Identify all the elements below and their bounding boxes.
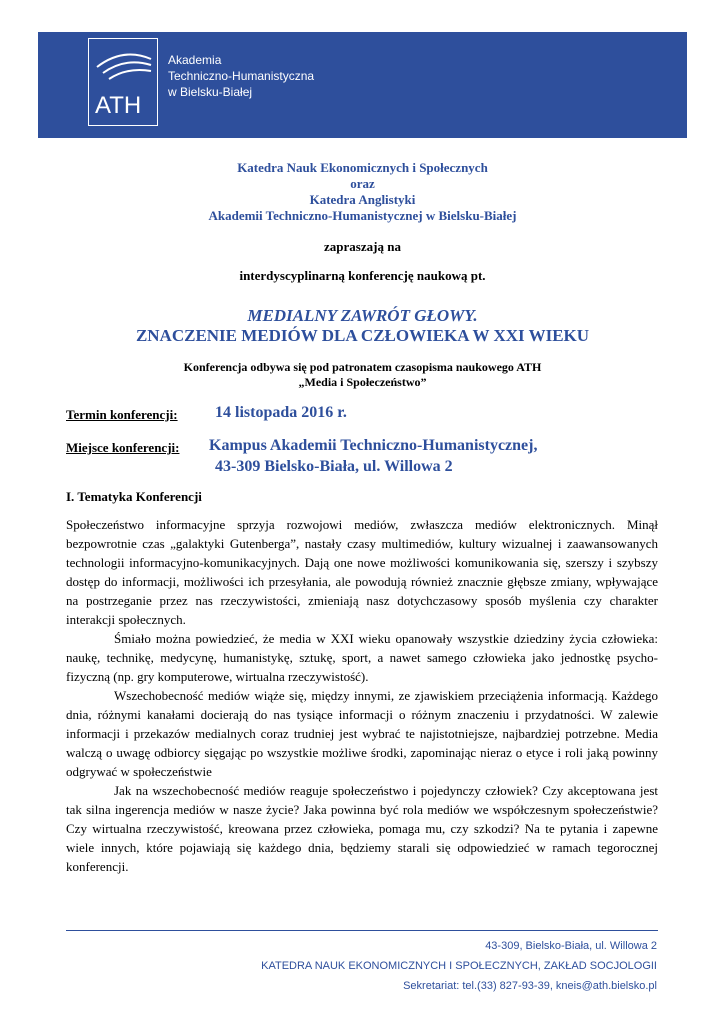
paragraph-4: Jak na wszechobecność mediów reaguje społeczeństwo i pojedynczy człowiek? Czy akceptowana jest tak silna ingerencja mediów w nasze życie? Jaka powinna być rola mediów we współczesnym społeczeństwie? Czy wirtualna rzeczywistość, kreowana przez człowieka, pomaga mu, czy szkodzi? Na te pytania i zapewne wiele innych, które pojawiają się każdego dnia, będziemy starali się odpowiedzieć w ramach tegorocznej konferencji.	[66, 783, 658, 874]
conference-title	[0, 306, 725, 346]
title-line-2: ZNACZENIE MEDIÓW DLA CZŁOWIEKA W XXI WIEKU	[135, 326, 590, 345]
logo-letters: ATH	[95, 92, 142, 119]
paragraph-3: Wszechobecność mediów wiąże się, między innymi, ze zjawiskiem przeciążenia informacją. Każdego dnia, różnymi kanałami docierają do nas tysiące informacji o różnym znaczeniu i przydatności. W zalewie informacji i przekazów medialnych coraz trudniej jest wybrać te najistotniejsze, najbardziej potrzebne. Media walczą o uwagę odbiorcy sięgając po wszystkie możliwe środki, zapominając nieraz o etyce i roli jaką powinny odgrywać w społeczeństwie	[66, 688, 658, 779]
organizer-2: Katedra Anglistyki	[309, 192, 416, 207]
organizer-conjunction: oraz	[350, 176, 375, 191]
institution-line-2: Techniczno-Humanistyczna	[168, 69, 315, 83]
invite-text: zapraszają na	[324, 239, 401, 254]
patronage-journal: „Media i Społeczeństwo”	[298, 375, 427, 389]
conference-type: interdyscyplinarną konferencję naukową pt.	[239, 268, 486, 283]
organizer-university: Akademii Techniczno-Humanistycznej w Bielsku-Białej	[208, 208, 517, 223]
place-value-2: 43-309 Bielsko-Biała, ul. Willowa 2	[215, 458, 453, 475]
paragraph-2: Śmiało można powiedzieć, że media w XXI wieku opanowały wszystkie dziedziny życia człowieka: naukę, technikę, medycynę, humanistykę, sztukę, sport, a nawet samego człowieka jako jednostkę psycho-fizyczną (np. gry komputerowe, wirtualna rzeczywistość).	[66, 631, 658, 684]
place-label: Miejsce konferencji:	[66, 440, 180, 455]
ath-logo	[88, 38, 158, 126]
institution-line-1: Akademia	[168, 53, 222, 67]
place-value-1: Kampus Akademii Techniczno-Humanistycznej,	[209, 437, 538, 454]
patronage	[0, 360, 725, 390]
institution-name	[168, 52, 314, 100]
paragraph-1: Społeczeństwo informacyjne sprzyja rozwojowi mediów, zwłaszcza mediów elektronicznych. Minął bezpowrotnie czas „galaktyki Gutenberga”, nastały czasy multimediów, kultury wizualnej i zaawansowanych technologii informacyjno-komunikacyjnych. Dają one nowe możliwości komunikowania się, szerszy i szybszy dostęp do informacji, możliwości ich przesyłania, ale powodują również znacznie głębsze zmiany, wpływające na postrzeganie przez nas rzeczywistości, zmieniają nasz dotychczasowy sposób myślenia czy charakter interakcji społecznych.	[66, 517, 658, 627]
title-line-1: MEDIALNY ZAWRÓT GŁOWY.	[247, 306, 478, 325]
footer-contact: Sekretariat: tel.(33) 827-93-39, kneis@ath.bielsko.pl	[403, 980, 657, 992]
organizers	[0, 160, 725, 224]
institution-line-3: w Bielsku-Białej	[168, 85, 253, 99]
footer-divider	[66, 930, 658, 931]
footer-department: KATEDRA NAUK EKONOMICZNYCH I SPOŁECZNYCH, ZAKŁAD SOCJOLOGII	[261, 960, 657, 972]
patronage-line-1: Konferencja odbywa się pod patronatem czasopisma naukowego ATH	[183, 360, 542, 374]
section-heading: I. Tematyka Konferencji	[66, 489, 202, 504]
roof-icon	[89, 39, 157, 125]
organizer-1: Katedra Nauk Ekonomicznych i Społecznych	[237, 160, 488, 175]
section-body	[66, 515, 658, 876]
date-value: 14 listopada 2016 r.	[215, 404, 347, 421]
header-banner	[38, 32, 687, 138]
date-label: Termin konferencji:	[66, 407, 178, 422]
footer-address: 43-309, Bielsko-Biała, ul. Willowa 2	[485, 940, 657, 952]
